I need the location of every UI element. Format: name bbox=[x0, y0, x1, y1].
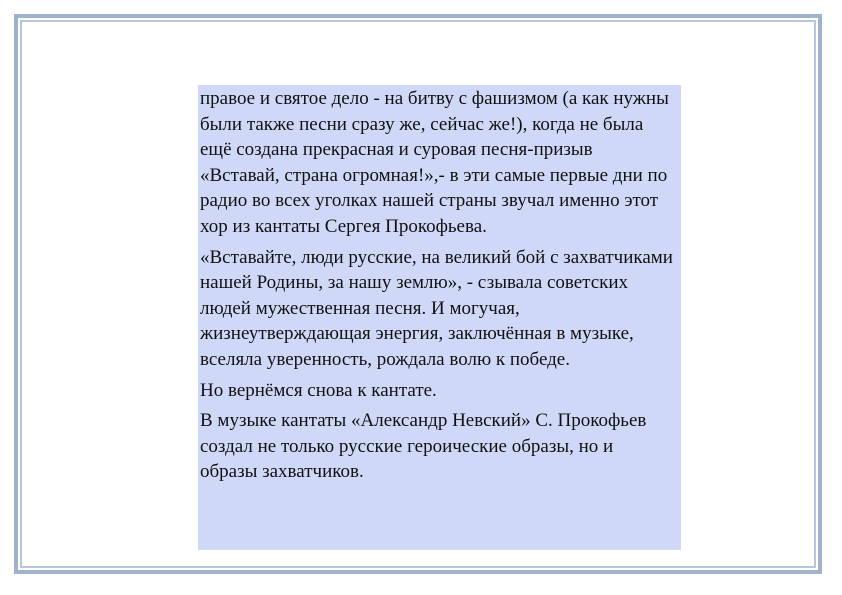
paragraph-song-call: «Вставайте, люди русские, на великий бой с захватчиками нашей Родины, за нашу землю», - сзывала советских людей мужественная песня. И могучая, жизнеутверждающая энергия, заключённая в музыке, вселяла уверенность, рождала волю к победе. bbox=[200, 246, 673, 370]
paragraph-invaders-images: В музыке кантаты «Александр Невский» С. Прокофьев создал не только русские героические образы, но и образы захватчиков. bbox=[200, 410, 647, 483]
paragraph-return-to-cantata: Но вернёмся снова к кантате. bbox=[200, 379, 437, 401]
text-box bbox=[198, 85, 681, 550]
paragraph-war-start: правое и святое дело - на битву с фашизмом (а как нужны были также песни сразу же, сейчас же!), когда не была ещё создана прекрасная и суровая песня-призыв «Вставай, страна огромная!»,- в эти самые первые дни по радио во всех уголках нашей страны звучал именно этот хор из кантаты Сергея Прокофьева. bbox=[200, 88, 669, 237]
